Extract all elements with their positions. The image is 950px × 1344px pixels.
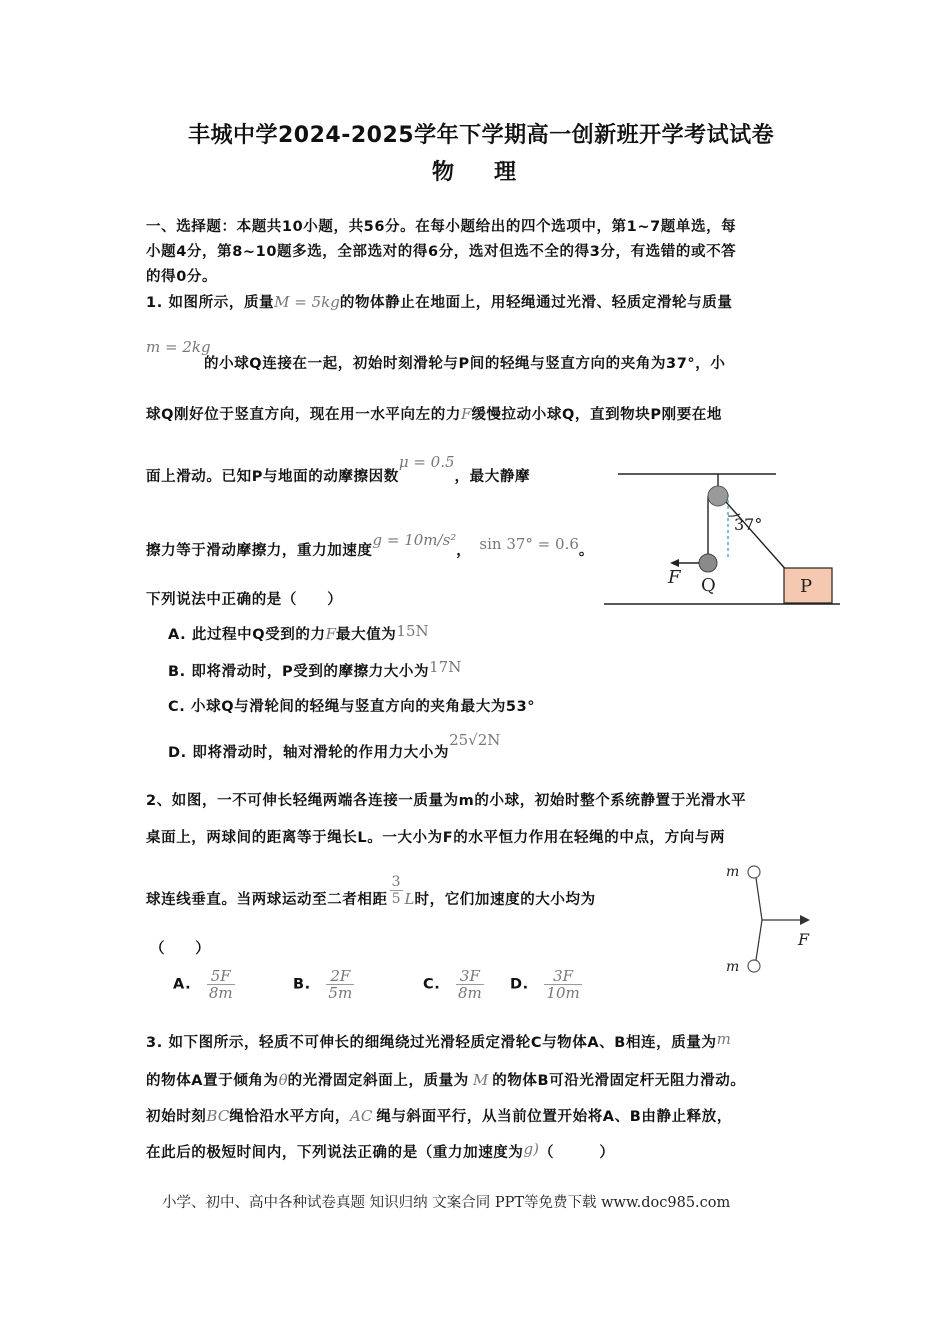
q1-option-a-text: A. 此过程中Q受到的力	[168, 627, 326, 643]
q2-option-b	[293, 968, 354, 1001]
q1-fig-force: F	[668, 567, 681, 588]
q1-line-3	[146, 403, 722, 424]
subject-title: 物理	[432, 160, 557, 185]
q1-option-c: C. 小球Q与滑轮间的轻绳与竖直方向的夹角最大为53°	[168, 699, 536, 715]
q2-option-a-den: 8m	[208, 984, 233, 1002]
q3-theta: θ	[278, 1071, 288, 1089]
q2-option-d-frac	[544, 968, 581, 1001]
q1-text: 1. 如图所示，质量	[146, 295, 275, 311]
q3-line-2	[146, 1069, 745, 1090]
q2-line-1: 2、如图，一不可伸长轻绳两端各连接一质量为m的小球，初始时整个系统静置于光滑水平	[146, 793, 747, 809]
q2-option-a-frac	[207, 968, 235, 1001]
q1-text: 面上滑动。已知P与地面的动摩擦因数	[146, 469, 399, 485]
q1-fig-ball: Q	[701, 575, 716, 596]
q1-text: 。	[578, 543, 594, 559]
q2-fig-force: F	[798, 930, 810, 949]
q2-option-c-num: 3F	[456, 968, 484, 985]
q2-rope-diagram	[720, 858, 820, 980]
q2-line-2: 桌面上，两球间的距离等于绳长L。一大小为F的水平恒力作用在轻绳的中点，方向与两	[146, 830, 726, 846]
q1-text: 的物体静止在地面上，用轻绳通过光滑、轻质定滑轮与质量	[339, 295, 733, 311]
q1-text: ，	[456, 543, 472, 559]
page-footer: 小学、初中、高中各种试卷真题 知识归纳 文案合同 PPT等免费下载 www.doc985.com	[162, 1195, 731, 1211]
q2-option-c-frac	[456, 968, 484, 1001]
q2-fig-m-top: m	[726, 864, 740, 880]
q2-option-c	[423, 968, 484, 1001]
q1-option-a-text2: 最大值为	[336, 627, 397, 643]
q2-option-c-den: 8m	[458, 984, 482, 1002]
q2-line-3	[146, 873, 596, 909]
q3-text: 的物体B可沿光滑固定杆无阻力滑动。	[492, 1073, 746, 1089]
q3-text: 的光滑固定斜面上，质量为	[287, 1073, 469, 1089]
q1-option-a	[168, 623, 429, 644]
q2-option-b-den: 5m	[328, 984, 353, 1002]
q3-text: 3. 如下图所示，轻质不可伸长的细绳绕过光滑轻质定滑轮C与物体A、B相连，质量为	[146, 1035, 717, 1051]
q3-text: 在此后的极短时间内，下列说法正确的是（重力加速度为	[146, 1145, 524, 1161]
q1-mass-m-value: m = 2kg	[146, 338, 211, 356]
ball-q-icon	[699, 554, 717, 572]
q1-line-1	[146, 291, 732, 312]
q2-option-d-den: 10m	[546, 984, 580, 1002]
q2-option-b-num: 2F	[326, 968, 354, 985]
q3-line-3	[146, 1105, 732, 1126]
q1-fig-angle: 37°	[734, 515, 763, 534]
q1-line-5	[146, 531, 594, 560]
q2-fraction-den: 5	[391, 890, 401, 907]
q1-option-b-text: B. 即将滑动时，P受到的摩擦力大小为	[168, 664, 430, 680]
q1-line-2: 的小球Q连接在一起，初始时刻滑轮与P间的轻绳与竖直方向的夹角为37°，小	[204, 356, 726, 372]
q2-option-a-num: 5F	[207, 968, 235, 985]
q1-mass-M: M = 5kg	[274, 293, 340, 311]
q1-option-a-F: F	[325, 625, 336, 643]
q1-option-b	[168, 660, 461, 681]
q3-rope-AC: AC	[350, 1107, 373, 1125]
q1-mass-m	[146, 338, 211, 356]
q1-mu: μ = 0.5	[398, 453, 455, 471]
q2-option-a-label: A.	[173, 976, 192, 993]
q2-text: 球连线垂直。当两球运动至二者相距	[146, 892, 388, 908]
q3-line-4	[146, 1141, 614, 1162]
q2-option-a	[173, 968, 235, 1001]
q1-pulley-diagram	[600, 468, 845, 610]
q1-text: ，最大静摩	[454, 469, 531, 485]
q3-text: 绳与斜面平行，从当前位置开始将A、B由静止释放，	[376, 1109, 732, 1125]
q1-text: 擦力等于滑动摩擦力，重力加速度	[146, 543, 373, 559]
q2-option-d-num: 3F	[544, 968, 581, 985]
q1-sin37: sin 37° = 0.6	[479, 535, 579, 553]
q2-option-b-frac	[326, 968, 354, 1001]
q1-line-4	[146, 453, 531, 486]
pulley-icon	[708, 486, 728, 506]
q3-gravity-g: g)	[523, 1140, 539, 1158]
q1-option-d-text: D. 即将滑动时，轴对滑轮的作用力大小为	[168, 745, 450, 761]
q1-option-b-value: 17N	[429, 658, 462, 676]
q2-option-d-label: D.	[510, 976, 529, 993]
q1-text: 球Q刚好位于竖直方向，现在用一水平向左的力	[146, 407, 461, 423]
section-instructions-line-3: 的得0分。	[146, 269, 218, 285]
q2-option-d	[510, 968, 582, 1001]
q1-option-a-value: 15N	[396, 622, 429, 640]
q3-text: （ ）	[538, 1145, 615, 1161]
q2-fig-m-bottom: m	[726, 959, 740, 975]
q1-option-d	[168, 731, 501, 762]
q1-fig-block: P	[800, 576, 813, 597]
section-instructions-line-1: 一、选择题：本题共10小题，共56分。在每小题给出的四个选项中，第1~7题单选，每	[146, 219, 737, 235]
ball-top-icon	[748, 866, 760, 878]
q3-mass-m: m	[716, 1030, 731, 1048]
page-title: 丰城中学2024-2025学年下学期高一创新班开学考试试卷	[188, 123, 775, 148]
q3-text: 绳恰沿水平方向，	[229, 1109, 350, 1125]
q3-text: 的物体A置于倾角为	[146, 1073, 279, 1089]
q2-fraction	[390, 874, 403, 907]
q2-text: 时，它们加速度的大小均为	[414, 892, 596, 908]
q2-fraction-num: 3	[391, 873, 401, 890]
q1-force-F: F	[460, 405, 472, 423]
q2-option-b-label: B.	[293, 976, 311, 993]
ball-bottom-icon	[748, 960, 760, 972]
q1-option-d-value: 25√2N	[449, 731, 501, 749]
q3-mass-M: M	[472, 1071, 489, 1089]
q1-text: 缓慢拉动小球Q，直到物块P刚要在地	[471, 407, 723, 423]
section-instructions-line-2: 小题4分，第8~10题多选，全部选对的得6分，选对但选不全的得3分，有选错的或不答	[146, 244, 737, 260]
q3-text: 初始时刻	[146, 1109, 207, 1125]
q1-line-6: 下列说法中正确的是（ ）	[146, 592, 343, 608]
q3-line-1	[146, 1031, 731, 1052]
q2-length-L: L	[404, 890, 415, 908]
q2-option-c-label: C.	[423, 976, 441, 993]
q2-line-4: （ ）	[150, 941, 211, 957]
q1-gravity: g = 10m/s²	[372, 531, 457, 549]
q3-rope-BC: BC	[206, 1107, 230, 1125]
